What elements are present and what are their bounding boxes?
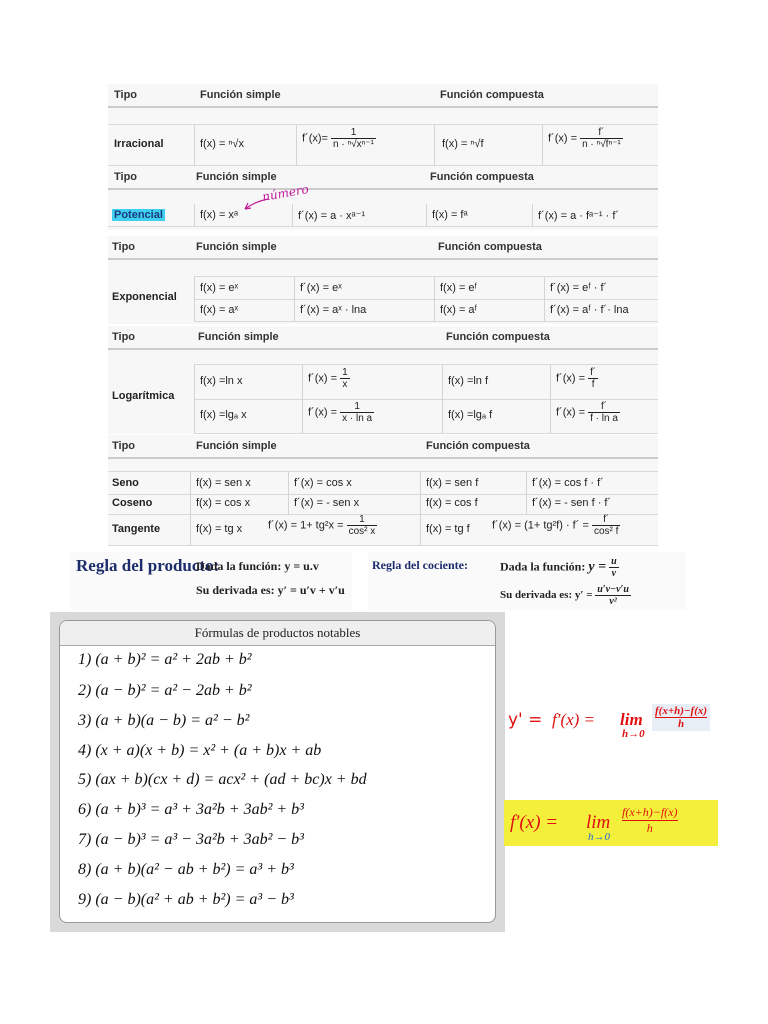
lim-subscript: h→0	[622, 728, 645, 740]
header-simple: Función simple	[196, 241, 277, 253]
denominator: h	[646, 821, 653, 835]
logaritmica-table	[108, 326, 658, 434]
type-label: Logarítmica	[112, 390, 175, 402]
simple-derivative	[268, 514, 377, 537]
derivative-text: f´(x) = 1+ tg²x =	[268, 519, 344, 532]
line1-label: Dada la función:	[500, 559, 586, 574]
composite-function: f(x) = eᶠ	[440, 282, 478, 294]
table-header	[108, 84, 658, 108]
table-row	[194, 299, 658, 322]
header-tipo: Tipo	[112, 241, 136, 253]
composite-function: f(x) = aᶠ	[440, 304, 478, 316]
composite-derivative: f´(x) = a · fᵃ⁻¹ · f´	[538, 210, 620, 222]
quotient-rule-title: Regla del cociente:	[372, 558, 468, 572]
header-compuesta: Función compuesta	[438, 241, 542, 253]
derivative-text: f´(x) = (1+ tg²f) · f´ =	[492, 519, 589, 532]
header-simple: Función simple	[200, 89, 281, 101]
denominator: v²	[609, 596, 617, 607]
derivative-prefix: f´(x) =	[556, 406, 586, 419]
table-row	[194, 399, 658, 434]
lim-word: lim	[620, 710, 643, 729]
simple-function: f(x) =ln x	[200, 375, 243, 387]
type-label: Irracional	[114, 138, 164, 150]
simple-function: f(x) = aˣ	[200, 304, 239, 316]
simple-derivative	[302, 127, 376, 150]
composite-function: f(x) = tg f	[426, 523, 470, 535]
lim-word: lim	[586, 812, 611, 833]
header-simple: Función simple	[196, 171, 277, 183]
numerator: 1	[331, 127, 376, 139]
product-rule-title: Regla del producto:	[76, 556, 220, 575]
line2-label: Su derivada es: y′ =	[500, 589, 593, 602]
numerator: f´	[580, 127, 623, 139]
denominator: h	[677, 718, 685, 730]
notable-products-card	[59, 620, 496, 923]
simple-derivative: f´(x) = a · xᵃ⁻¹	[298, 210, 366, 222]
header-tipo: Tipo	[112, 331, 136, 343]
formula-item: 6) (a + b)³ = a³ + 3a²b + 3ab² + b³	[78, 801, 304, 818]
header-tipo: Tipo	[112, 440, 136, 452]
derivative-prefix: f´(x) =	[548, 132, 578, 145]
simple-function: f(x) = cos x	[196, 497, 251, 509]
formula-item: 7) (a − b)³ = a³ − 3a²b + 3ab² − b³	[78, 831, 304, 848]
numerator: f´	[592, 514, 620, 526]
quotient-rule-line1	[500, 556, 619, 579]
formula-item: 2) (a − b)² = a² − 2ab + b²	[78, 682, 252, 699]
handwritten-annotation: número	[261, 182, 310, 204]
numerator: f´	[588, 401, 620, 413]
denominator: cos² x	[348, 526, 376, 537]
derivative-prefix: f´(x)=	[302, 132, 328, 145]
fraction	[609, 556, 619, 579]
composite-derivative	[548, 127, 623, 150]
annotation-arrow-icon	[240, 196, 270, 216]
table-row	[108, 513, 658, 546]
formula-item: 9) (a − b)(a² + ab + b²) = a³ − b³	[78, 891, 294, 908]
composite-function: f(x) = ⁿ√f	[442, 138, 484, 150]
simple-function: f(x) =lgₐ x	[200, 409, 247, 421]
fraction	[331, 127, 376, 150]
table-header	[108, 166, 658, 190]
header-simple: Función simple	[198, 331, 279, 343]
fraction	[580, 127, 623, 150]
simple-derivative	[308, 401, 374, 424]
header-compuesta: Función compuesta	[440, 89, 544, 101]
irracional-table	[108, 84, 658, 166]
table-header	[108, 435, 658, 459]
numerator: u	[611, 556, 617, 567]
denominator: x · ln a	[342, 413, 373, 424]
simple-derivative: f´(x) = eˣ	[300, 282, 342, 294]
denominator: n · ⁿ√fⁿ⁻¹	[582, 139, 621, 150]
line1-lhs: y =	[588, 559, 607, 575]
header-tipo: Tipo	[114, 89, 138, 101]
fraction	[588, 367, 598, 390]
numerator: u′v−v′u	[597, 584, 629, 595]
table-header	[108, 326, 658, 350]
numerator: 1	[342, 367, 348, 378]
formula-item: 3) (a + b)(a − b) = a² − b²	[78, 712, 250, 729]
simple-function: f(x) = ⁿ√x	[200, 138, 244, 150]
simple-function: f(x) = eˣ	[200, 282, 239, 294]
derivative-lhs: f′(x) =	[552, 710, 596, 729]
table-row	[108, 492, 658, 515]
numerator: f(x+h)−f(x)	[622, 805, 678, 819]
type-label: Tangente	[112, 523, 161, 535]
fraction	[592, 514, 620, 537]
limit-definition-handwritten	[506, 700, 738, 744]
header-compuesta: Función compuesta	[446, 331, 550, 343]
simple-function: f(x) = sen x	[196, 477, 251, 489]
denominator: v	[611, 568, 617, 579]
header-simple: Función simple	[196, 440, 277, 452]
product-rule-line2: Su derivada es: y′ = u′v + v′u	[196, 583, 345, 597]
denominator: cos² f	[593, 526, 619, 537]
numerator: f´	[590, 367, 597, 378]
derivative-prefix: f´(x) =	[308, 406, 338, 419]
quotient-rule-line2	[500, 584, 631, 607]
composite-derivative	[556, 367, 598, 390]
table-row	[194, 364, 658, 400]
exponencial-table	[108, 236, 658, 324]
potencial-table	[108, 166, 658, 230]
composite-function: f(x) = cos f	[426, 497, 478, 509]
simple-derivative: f´(x) = - sen x	[294, 497, 360, 509]
composite-derivative	[492, 514, 620, 537]
type-label: Exponencial	[112, 291, 177, 303]
numerator: f(x+h)−f(x)	[655, 705, 708, 717]
derivative-prefix: f´(x) =	[556, 372, 586, 385]
table-row	[194, 276, 658, 300]
trig-table	[108, 435, 658, 545]
derivative-lhs: f′(x) =	[510, 812, 559, 833]
fraction	[588, 401, 620, 424]
denominator: f	[591, 379, 595, 390]
limit-fraction	[622, 805, 678, 836]
simple-derivative: f´(x) = aˣ · lna	[300, 304, 367, 316]
formula-item: 8) (a + b)(a² − ab + b²) = a³ + b³	[78, 861, 294, 878]
limit-definition-highlighted	[504, 800, 718, 846]
notable-products-title: Fórmulas de productos notables	[60, 621, 495, 646]
composite-function: f(x) =lgₐ f	[448, 409, 493, 421]
composite-function: f(x) = fᵃ	[432, 209, 468, 221]
table-row	[108, 124, 658, 166]
composite-derivative: f´(x) = aᶠ · f´· lna	[550, 304, 629, 316]
quotient-rule	[368, 552, 686, 610]
header-tipo: Tipo	[114, 171, 138, 183]
denominator: f · ln a	[590, 413, 618, 424]
handwritten-prefix: y' =	[508, 710, 543, 730]
composite-derivative	[556, 401, 620, 424]
simple-function: f(x) = tg x	[196, 523, 243, 535]
table-row	[108, 204, 658, 227]
composite-derivative: f´(x) = - sen f · f´	[532, 497, 612, 509]
denominator: x	[342, 379, 348, 390]
product-rule-line1: Dada la función: y = u.v	[196, 559, 319, 573]
type-label: Coseno	[112, 497, 153, 509]
formula-item: 5) (ax + b)(cx + d) = acx² + (ad + bc)x + bd	[78, 771, 367, 788]
header-compuesta: Función compuesta	[426, 440, 530, 452]
header-compuesta: Función compuesta	[430, 171, 534, 183]
fraction	[340, 401, 374, 424]
limit-fraction	[652, 704, 710, 731]
formula-item: 1) (a + b)² = a² + 2ab + b²	[78, 651, 252, 668]
fraction	[340, 367, 350, 390]
composite-derivative: f´(x) = cos f · f´	[532, 477, 604, 489]
lim-subscript: h→0	[588, 831, 610, 843]
composite-derivative: f´(x) = eᶠ · f´	[550, 282, 608, 294]
notable-products-panel	[50, 612, 505, 932]
composite-function: f(x) =ln f	[448, 375, 489, 387]
product-rule	[70, 552, 352, 610]
composite-function: f(x) = sen f	[426, 477, 479, 489]
numerator: 1	[340, 401, 374, 413]
fraction	[595, 584, 631, 607]
fraction	[347, 514, 378, 537]
derivative-prefix: f´(x) =	[308, 372, 338, 385]
type-label: Potencial	[114, 209, 163, 221]
simple-function: f(x) = xᵃ	[200, 209, 239, 221]
simple-derivative: f´(x) = cos x	[294, 477, 352, 489]
table-header	[108, 236, 658, 260]
formula-item: 4) (x + a)(x + b) = x² + (a + b)x + ab	[78, 742, 322, 759]
numerator: 1	[347, 514, 378, 526]
simple-derivative	[308, 367, 350, 390]
denominator: n · ⁿ√xⁿ⁻¹	[333, 139, 374, 150]
type-label: Seno	[112, 477, 139, 489]
